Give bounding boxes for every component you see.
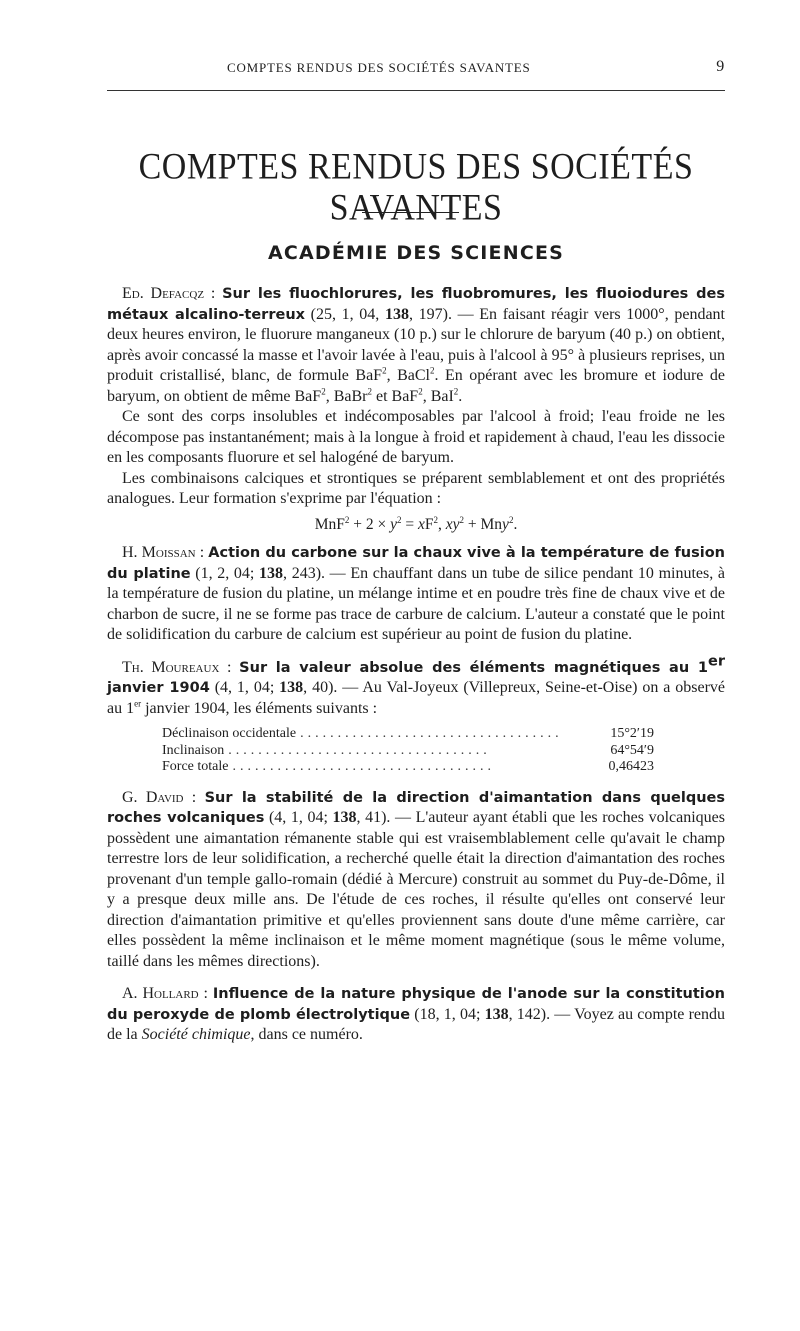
entry-moureaux bbox=[107, 653, 726, 720]
entry-defacqz bbox=[107, 284, 725, 407]
title-rule bbox=[362, 212, 459, 213]
reference: (1, 2, 04; bbox=[190, 564, 260, 582]
entry-text: . bbox=[458, 387, 463, 405]
separator: : bbox=[195, 544, 209, 561]
row-value: 64°54′9 bbox=[610, 742, 654, 758]
separator: : bbox=[183, 788, 205, 806]
entry-text: , BaCl bbox=[386, 367, 430, 384]
reference-volume: 138 bbox=[332, 809, 357, 826]
reference: (25, 1, 04, bbox=[305, 305, 385, 323]
journal-name: Société chimique bbox=[141, 1026, 251, 1043]
entry-heading: Sur la stabilité de la direction d'aimantation dans quelques roches volcaniques bbox=[107, 789, 726, 826]
entry-text: Au Val-Joyeux (Villepreux, Seine-et-Oise) on a observé au 1 bbox=[107, 679, 726, 717]
formula-part: . bbox=[513, 515, 518, 533]
reference: , 197). — bbox=[408, 305, 480, 323]
reference: , 40). — bbox=[303, 679, 363, 696]
running-title: COMPTES RENDUS DES SOCIÉTÉS SAVANTES bbox=[227, 60, 531, 75]
formula-part: , bbox=[437, 515, 446, 533]
author-name: Th. Moureaux bbox=[122, 658, 220, 676]
author-name: G. David bbox=[122, 788, 184, 806]
entry-text: janvier 1904, les éléments suivants : bbox=[141, 699, 378, 717]
formula-var: x bbox=[445, 515, 453, 533]
formula-part: F bbox=[424, 515, 434, 533]
formula-var: x bbox=[417, 515, 425, 533]
exponent: 2 bbox=[344, 514, 350, 525]
row-label: Inclinaison bbox=[162, 742, 225, 758]
formula-part: + 2 × bbox=[349, 515, 391, 533]
reference: , 41). — bbox=[356, 809, 416, 826]
exponent: 2 bbox=[382, 365, 387, 376]
article-body bbox=[107, 284, 725, 1046]
exponent: 2 bbox=[418, 386, 423, 397]
exponent: 2 bbox=[508, 514, 514, 525]
entry-text: . En opérant avec les bromure et iodure de baryum, on obtient de même BaF bbox=[107, 367, 726, 405]
entry-text: Voyez au compte rendu de la bbox=[107, 1005, 726, 1043]
entry-heading: Sur la valeur absolue des éléments magnétiques au 1 bbox=[239, 659, 708, 676]
entry-text: En faisant réagir vers 1000°, pendant deux heures environ, le fluorure manganeux (10 p.) sur le chlorure de baryum (40 p.) on obtient, après avoir concassé la masse et l'avoir lavée à l'eau, puis à l'alcool à 95° à plusieurs reprises, un produit cristallisé, blanc, de formule BaF bbox=[107, 305, 726, 384]
formula-var: y bbox=[502, 515, 509, 533]
reference: , 243). — bbox=[283, 564, 351, 582]
ordinal-suffix: er bbox=[134, 698, 142, 709]
row-label: Déclinaison occidentale bbox=[162, 726, 297, 741]
exponent: 2 bbox=[453, 386, 459, 397]
entry-text: , BaI bbox=[422, 387, 454, 405]
reference-volume: 138 bbox=[384, 305, 409, 323]
row-label: Force totale bbox=[162, 759, 229, 774]
page-number: 9 bbox=[716, 58, 725, 75]
reference: (18, 1, 04; bbox=[410, 1005, 485, 1023]
exponent: 2 bbox=[321, 386, 326, 397]
section-heading: ACADÉMIE DES SCIENCES bbox=[267, 242, 565, 264]
paragraph: Ce sont des corps insolubles et indécomposables par l'alcool à froid; l'eau froide ne les décompose pas instantanément; mais à la longue à froid et rapidement à chaud, l'eau les dissocie en les composants fluorure et sel halogéné de baryum. bbox=[107, 408, 725, 466]
reference: , 142). — bbox=[508, 1005, 575, 1023]
table-row bbox=[162, 743, 654, 760]
formula-var: y bbox=[452, 515, 460, 533]
reference-volume: 138 bbox=[279, 679, 304, 696]
separator: : bbox=[204, 285, 223, 302]
reference: (4, 1, 04; bbox=[209, 679, 280, 696]
reference-volume: 138 bbox=[484, 1005, 509, 1023]
entry-heading: Action du carbone sur la chaux vive à la température de fusion du platine bbox=[107, 545, 725, 582]
dot-leader: ................................... bbox=[228, 742, 491, 758]
equation bbox=[107, 515, 725, 536]
entry-heading: janvier 1904 bbox=[107, 680, 210, 696]
separator: : bbox=[198, 985, 213, 1002]
author-name: Ed. Defacqz bbox=[122, 285, 205, 302]
exponent: 2 bbox=[367, 386, 372, 397]
reference-volume: 138 bbox=[259, 564, 284, 582]
exponent: 2 bbox=[433, 514, 438, 525]
row-value: 0,46423 bbox=[608, 759, 654, 774]
entry-text: L'auteur ayant établi que les roches volcaniques possèdent une aimantation rémanente stable qui est vraisemblablement celle qu'avait le champ terrestre lors de leur solidification, a recherché quelle était la direction d'aimantation des roches provenant d'un temple gallo-romain (dédié à Mercure) construit au sommet du Puy-de-Dôme, il y a presque deux mille ans. De l'étude de ces roches, il résulte qu'elles ont conservé leur direction d'aimantation primitive et qu'elles proviennent sans doute d'une même carrière, car elles possèdent la même inclinaison et le même moment magnétique (sous le même volume, taillé dans les mêmes directions). bbox=[107, 809, 725, 970]
table-row bbox=[162, 726, 654, 743]
formula-part: = bbox=[401, 515, 418, 533]
formula-part: + Mn bbox=[464, 515, 503, 533]
author-name: A. Hollard bbox=[122, 985, 199, 1002]
entry-david bbox=[107, 788, 725, 973]
magnetic-elements-table bbox=[162, 726, 654, 776]
ordinal-suffix: er bbox=[707, 653, 725, 670]
entry-hollard bbox=[107, 984, 725, 1046]
exponent: 2 bbox=[429, 365, 435, 376]
separator: : bbox=[219, 658, 240, 676]
entry-text: et BaF bbox=[371, 387, 419, 405]
reference: (4, 1, 04; bbox=[264, 809, 333, 826]
entry-text: En chauffant dans un tube de silice pendant 10 minutes, à la température de fusion du platine, un mélange intime et en poudre très fine de chaux vive et de charbon de sucre, il ne se forme pas trace de carbure de calcium. L'auteur a constaté que le point de solidification du carbure de calcium est supérieur au point de fusion du platine. bbox=[107, 564, 725, 643]
dot-leader: ................................... bbox=[300, 726, 563, 741]
row-value: 15°2′19 bbox=[610, 726, 654, 741]
entry-heading: Influence de la nature physique de l'anode sur la constitution du peroxyde de plomb électrolytique bbox=[107, 986, 726, 1023]
paragraph: Les combinaisons calciques et strontiques se préparent semblablement et ont des propriétés analogues. Leur formation s'exprime par l'équation : bbox=[107, 469, 725, 507]
exponent: 2 bbox=[396, 514, 402, 525]
author-name: H. Moissan bbox=[122, 544, 196, 561]
running-header bbox=[107, 60, 725, 82]
dot-leader: ................................... bbox=[232, 759, 495, 774]
formula-part: MnF bbox=[314, 515, 345, 533]
entry-text: , dans ce numéro. bbox=[250, 1026, 363, 1043]
exponent: 2 bbox=[459, 514, 465, 525]
header-rule bbox=[107, 90, 725, 91]
table-row bbox=[162, 759, 654, 776]
entry-text: , BaBr bbox=[325, 387, 368, 405]
page-title: COMPTES RENDUS DES SOCIÉTÉS SAVANTES bbox=[138, 146, 694, 228]
entry-heading: Sur les fluochlorures, les fluobromures, les fluoiodures des métaux alcalino-terreux bbox=[107, 286, 725, 323]
entry-moissan bbox=[107, 543, 725, 646]
formula-var: y bbox=[390, 515, 397, 533]
